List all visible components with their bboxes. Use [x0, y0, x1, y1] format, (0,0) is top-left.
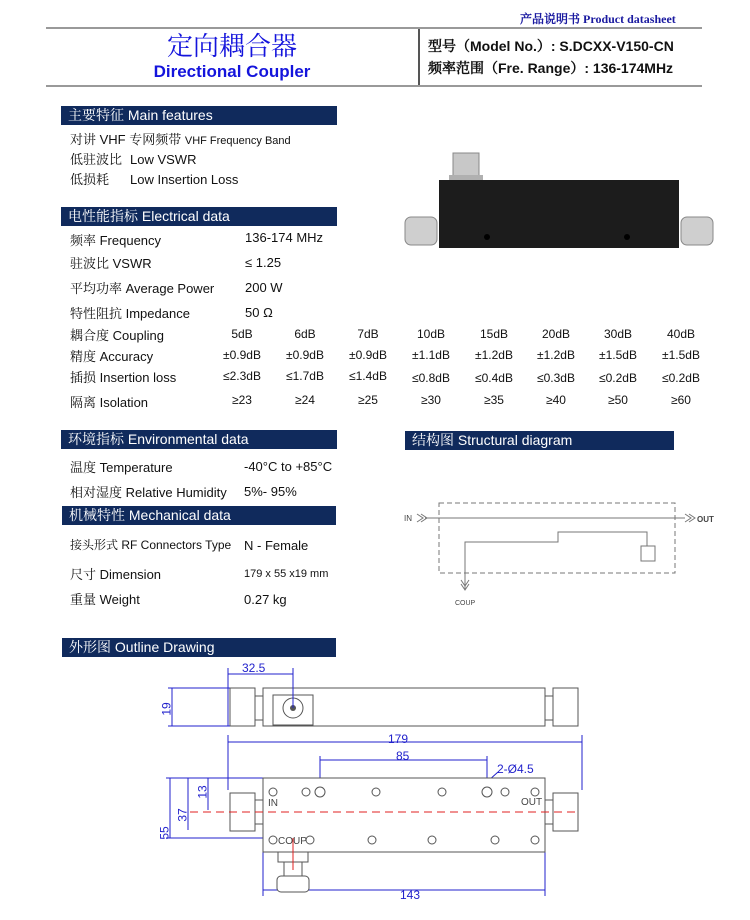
table-cell: ≤0.8dB: [412, 371, 450, 385]
spec-label: 温度 Temperature: [70, 460, 173, 475]
table-row-label: 精度 Accuracy: [70, 349, 154, 364]
table-cell: 20dB: [541, 327, 571, 341]
table-cell: ±1.2dB: [537, 348, 575, 362]
main-features-header: 主要特征 Main features: [61, 106, 337, 125]
spec-value: ≤ 1.25: [245, 255, 282, 270]
table-cell: ±1.2dB: [475, 348, 513, 362]
feature-cn: 对讲 VHF 专网频带: [70, 132, 182, 147]
table-cell: 10dB: [416, 327, 446, 341]
product-photo: [395, 145, 725, 255]
table-cell: ±1.1dB: [412, 348, 450, 362]
title-en: Directional Coupler: [153, 62, 311, 81]
spec-value: 136-174 MHz: [245, 230, 324, 245]
outline-coup-label: COUP: [278, 836, 307, 847]
feature-en: Low VSWR: [130, 152, 197, 167]
spec-label-text: 接头形式 RF Connectors Type: [70, 538, 232, 552]
structural-coup-label: COUP: [455, 600, 476, 607]
dim-143: 143: [400, 888, 421, 902]
outline-drawing: [150, 660, 600, 920]
table-cell: 6dB: [294, 327, 316, 341]
mechanical-header: 机械特性 Mechanical data: [62, 506, 336, 525]
spec-value: 5%- 95%: [244, 484, 297, 499]
table-cell: ±0.9dB: [286, 348, 324, 362]
spec-label: [70, 536, 231, 553]
spec-label: 驻波比 VSWR: [70, 256, 152, 271]
table-cell: ≤1.4dB: [349, 369, 387, 383]
dim-19: 19: [159, 702, 174, 716]
outline-in-label: IN: [268, 798, 278, 809]
table-cell: ≤0.2dB: [599, 371, 637, 385]
table-cell: 30dB: [603, 327, 633, 341]
spec-value: 200 W: [245, 280, 283, 295]
table-row-label: 插损 Insertion loss: [70, 370, 177, 385]
outline-header: 外形图 Outline Drawing: [62, 638, 336, 657]
spec-label: 特性阻抗 Impedance: [70, 306, 190, 321]
structural-diagram: [395, 490, 735, 615]
feature-cn: 低驻波比: [70, 152, 123, 167]
spec-value: N - Female: [244, 538, 309, 553]
table-cell: ±1.5dB: [662, 348, 700, 362]
dim-13: 13: [195, 785, 210, 799]
frequency-range: 频率范围（Fre. Range）: 136-174MHz: [428, 60, 674, 76]
spec-label: 平均功率 Average Power: [70, 281, 215, 296]
spec-label: 尺寸 Dimension: [70, 567, 162, 582]
table-cell: ≤1.7dB: [286, 369, 324, 383]
title-right: [420, 29, 674, 85]
dim-85: 85: [396, 749, 410, 763]
feature-item: [70, 149, 196, 168]
table-cell: ≤2.3dB: [223, 369, 261, 383]
table-cell: 40dB: [666, 327, 696, 341]
dim-hole: 2-Ø4.5: [497, 762, 534, 776]
table-cell: ±0.9dB: [223, 348, 261, 362]
table-cell: ≥35: [484, 393, 504, 407]
table-cell: ≥30: [421, 393, 441, 407]
feature-en: Low Insertion Loss: [130, 172, 239, 187]
feature-item: [70, 169, 238, 188]
model-number: 型号（Model No.）: S.DCXX-V150-CN: [428, 38, 674, 54]
feature-cn: 低损耗: [70, 172, 110, 187]
feature-en: VHF Frequency Band: [184, 135, 291, 147]
dim-32-5: 32.5: [242, 661, 266, 675]
spec-value: -40°C to +85°C: [244, 459, 333, 474]
table-cell: ≥60: [671, 393, 691, 407]
environmental-header: 环境指标 Environmental data: [61, 430, 337, 449]
table-cell: 7dB: [357, 327, 379, 341]
spec-value: 50 Ω: [245, 305, 273, 320]
spec-value: 179 x 55 x19 mm: [244, 568, 329, 580]
table-row-label: 隔离 Isolation: [70, 395, 149, 410]
table-row-label: 耦合度 Coupling: [70, 328, 164, 343]
table-cell: ≥50: [608, 393, 628, 407]
table-cell: ≥24: [295, 393, 315, 407]
structural-header: 结构图 Structural diagram: [405, 431, 674, 450]
spec-label: 重量 Weight: [70, 592, 140, 607]
table-cell: ≤0.3dB: [537, 371, 575, 385]
table-cell: ≤0.4dB: [475, 371, 513, 385]
table-cell: 15dB: [479, 327, 509, 341]
feature-item: [70, 129, 291, 148]
spec-value: 0.27 kg: [244, 592, 287, 607]
dim-55: 55: [157, 826, 172, 840]
title-cn: 定向耦合器: [166, 31, 297, 61]
outline-out-label: OUT: [521, 797, 543, 808]
table-cell: ≤0.2dB: [662, 371, 700, 385]
spec-label: 频率 Frequency: [70, 233, 162, 248]
table-cell: ≥25: [358, 393, 378, 407]
table-cell: ±1.5dB: [599, 348, 637, 362]
electrical-header: 电性能指标 Electrical data: [61, 207, 337, 226]
title-left: [46, 29, 420, 85]
table-cell: ±0.9dB: [349, 348, 387, 362]
structural-in-label: IN: [404, 514, 412, 523]
table-cell: ≥23: [232, 393, 252, 407]
title-box: [46, 27, 702, 87]
spec-label: 相对湿度 Relative Humidity: [70, 485, 227, 500]
table-cell: ≥40: [546, 393, 566, 407]
dim-37: 37: [175, 808, 190, 822]
dim-179: 179: [388, 732, 409, 746]
table-cell: 5dB: [231, 327, 253, 341]
doc-type-label: 产品说明书 Product datasheet: [520, 12, 676, 26]
structural-out-label: OUT: [697, 515, 714, 524]
